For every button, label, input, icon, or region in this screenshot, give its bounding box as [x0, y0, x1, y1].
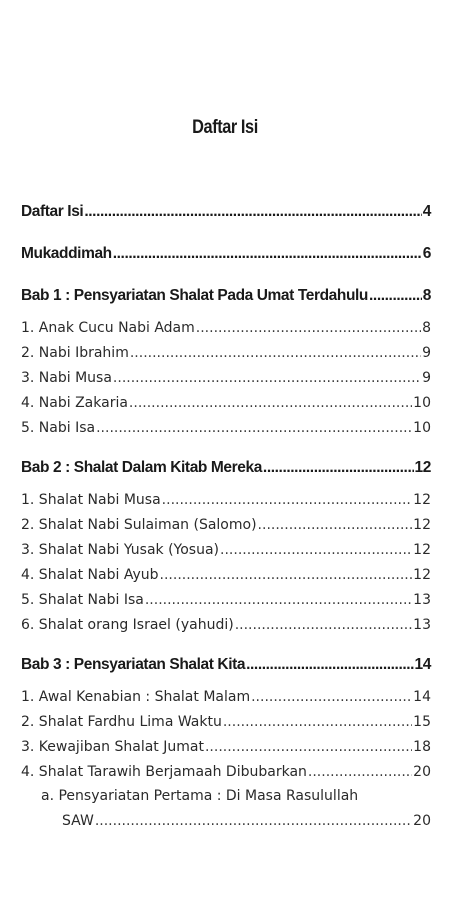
- toc-item[interactable]: [21, 517, 431, 533]
- toc-entry-page: 13: [413, 617, 431, 633]
- toc-entry-label: 4. Shalat Tarawih Berjamaah Dibubarkan: [21, 764, 307, 780]
- toc-entry-label: 5. Shalat Nabi Isa: [21, 592, 144, 608]
- toc-entry-page: 20: [413, 813, 431, 829]
- toc-chapter-bab-3[interactable]: [21, 656, 431, 674]
- toc-entry-page: 13: [413, 592, 431, 608]
- toc-item[interactable]: [21, 492, 431, 508]
- toc-entry-label: 2. Nabi Ibrahim: [21, 345, 129, 361]
- dot-leader: [96, 420, 412, 436]
- dot-leader: [235, 617, 412, 633]
- dot-leader: [162, 492, 413, 508]
- toc-entry-page: 20: [413, 764, 431, 780]
- toc-item[interactable]: [21, 320, 431, 336]
- toc-entry-label: Mukaddimah: [21, 245, 112, 262]
- toc-subitem[interactable]: [62, 813, 431, 829]
- toc-item[interactable]: [21, 689, 431, 705]
- toc-item[interactable]: [21, 567, 431, 583]
- toc-entry-label: 1. Anak Cucu Nabi Adam: [21, 320, 195, 336]
- dot-leader: [220, 542, 412, 558]
- toc-entry-page: 8: [422, 287, 431, 304]
- dot-leader: [84, 203, 421, 221]
- toc-entry-label: 4. Nabi Zakaria: [21, 395, 128, 411]
- toc-entry-label: Daftar Isi: [21, 203, 84, 220]
- page-title: Daftar Isi: [192, 117, 258, 138]
- toc-entry-label: 6. Shalat orang Israel (yahudi): [21, 617, 234, 633]
- toc-entry-label: 1. Shalat Nabi Musa: [21, 492, 161, 508]
- toc-item[interactable]: [21, 617, 431, 633]
- toc-entry-mukaddimah[interactable]: [21, 245, 431, 263]
- toc-entry-label: 4. Shalat Nabi Ayub: [21, 567, 159, 583]
- dot-leader: [113, 370, 421, 386]
- toc-entry-page: 12: [414, 459, 431, 476]
- toc-entry-page: 15: [413, 714, 431, 730]
- toc-entry-page: 12: [413, 517, 431, 533]
- toc-entry-daftar-isi[interactable]: [21, 203, 431, 221]
- toc-entry-label: 2. Shalat Fardhu Lima Waktu: [21, 714, 222, 730]
- toc-subitem-line1[interactable]: a. Pensyariatan Pertama : Di Masa Rasulullah: [41, 788, 359, 804]
- toc-item[interactable]: [21, 345, 431, 361]
- toc-entry-label: 3. Nabi Musa: [21, 370, 112, 386]
- dot-leader: [160, 567, 413, 583]
- toc-item[interactable]: [21, 714, 431, 730]
- dot-leader: [263, 459, 414, 477]
- dot-leader: [223, 714, 412, 730]
- dot-leader: [369, 287, 422, 305]
- dot-leader: [251, 689, 412, 705]
- toc-entry-page: 12: [413, 492, 431, 508]
- toc-entry-label: Bab 2 : Shalat Dalam Kitab Mereka: [21, 459, 262, 476]
- toc-item[interactable]: [21, 592, 431, 608]
- toc-entry-page: 12: [413, 567, 431, 583]
- toc-entry-page: 14: [414, 656, 431, 673]
- toc-entry-page: 10: [413, 420, 431, 436]
- toc-entry-page: 6: [422, 245, 431, 262]
- toc-entry-page: 10: [413, 395, 431, 411]
- toc-entry-page: 8: [422, 320, 431, 336]
- dot-leader: [308, 764, 412, 780]
- dot-leader: [130, 345, 421, 361]
- toc-entry-page: 14: [413, 689, 431, 705]
- toc-entry-page: 9: [422, 370, 431, 386]
- toc-entry-label: 3. Shalat Nabi Yusak (Yosua): [21, 542, 220, 558]
- toc-entry-page: 9: [422, 345, 431, 361]
- toc-item[interactable]: [21, 370, 431, 386]
- dot-leader: [129, 395, 412, 411]
- toc-entry-label: 2. Shalat Nabi Sulaiman (Salomo): [21, 517, 257, 533]
- dot-leader: [246, 656, 413, 674]
- toc-entry-label: 5. Nabi Isa: [21, 420, 96, 436]
- toc-entry-page: 4: [422, 203, 431, 220]
- dot-leader: [205, 739, 412, 755]
- dot-leader: [258, 517, 413, 533]
- toc-entry-label: Bab 1 : Pensyariatan Shalat Pada Umat Terdahulu: [21, 287, 368, 304]
- toc-entry-page: 18: [413, 739, 431, 755]
- toc-entry-label: Bab 3 : Pensyariatan Shalat Kita: [21, 656, 246, 673]
- toc-chapter-bab-1[interactable]: [21, 287, 431, 305]
- toc-entry-page: 12: [413, 542, 431, 558]
- toc-item[interactable]: [21, 542, 431, 558]
- toc-item[interactable]: [21, 739, 431, 755]
- dot-leader: [95, 813, 412, 829]
- toc-item[interactable]: [21, 395, 431, 411]
- toc-entry-label: 3. Kewajiban Shalat Jumat: [21, 739, 204, 755]
- toc-item[interactable]: [21, 420, 431, 436]
- toc-entry-label: SAW: [62, 813, 94, 829]
- toc-entry-label: 1. Awal Kenabian : Shalat Malam: [21, 689, 251, 705]
- dot-leader: [196, 320, 421, 336]
- toc-item[interactable]: [21, 764, 431, 780]
- dot-leader: [145, 592, 412, 608]
- dot-leader: [113, 245, 422, 263]
- toc-chapter-bab-2[interactable]: [21, 459, 431, 477]
